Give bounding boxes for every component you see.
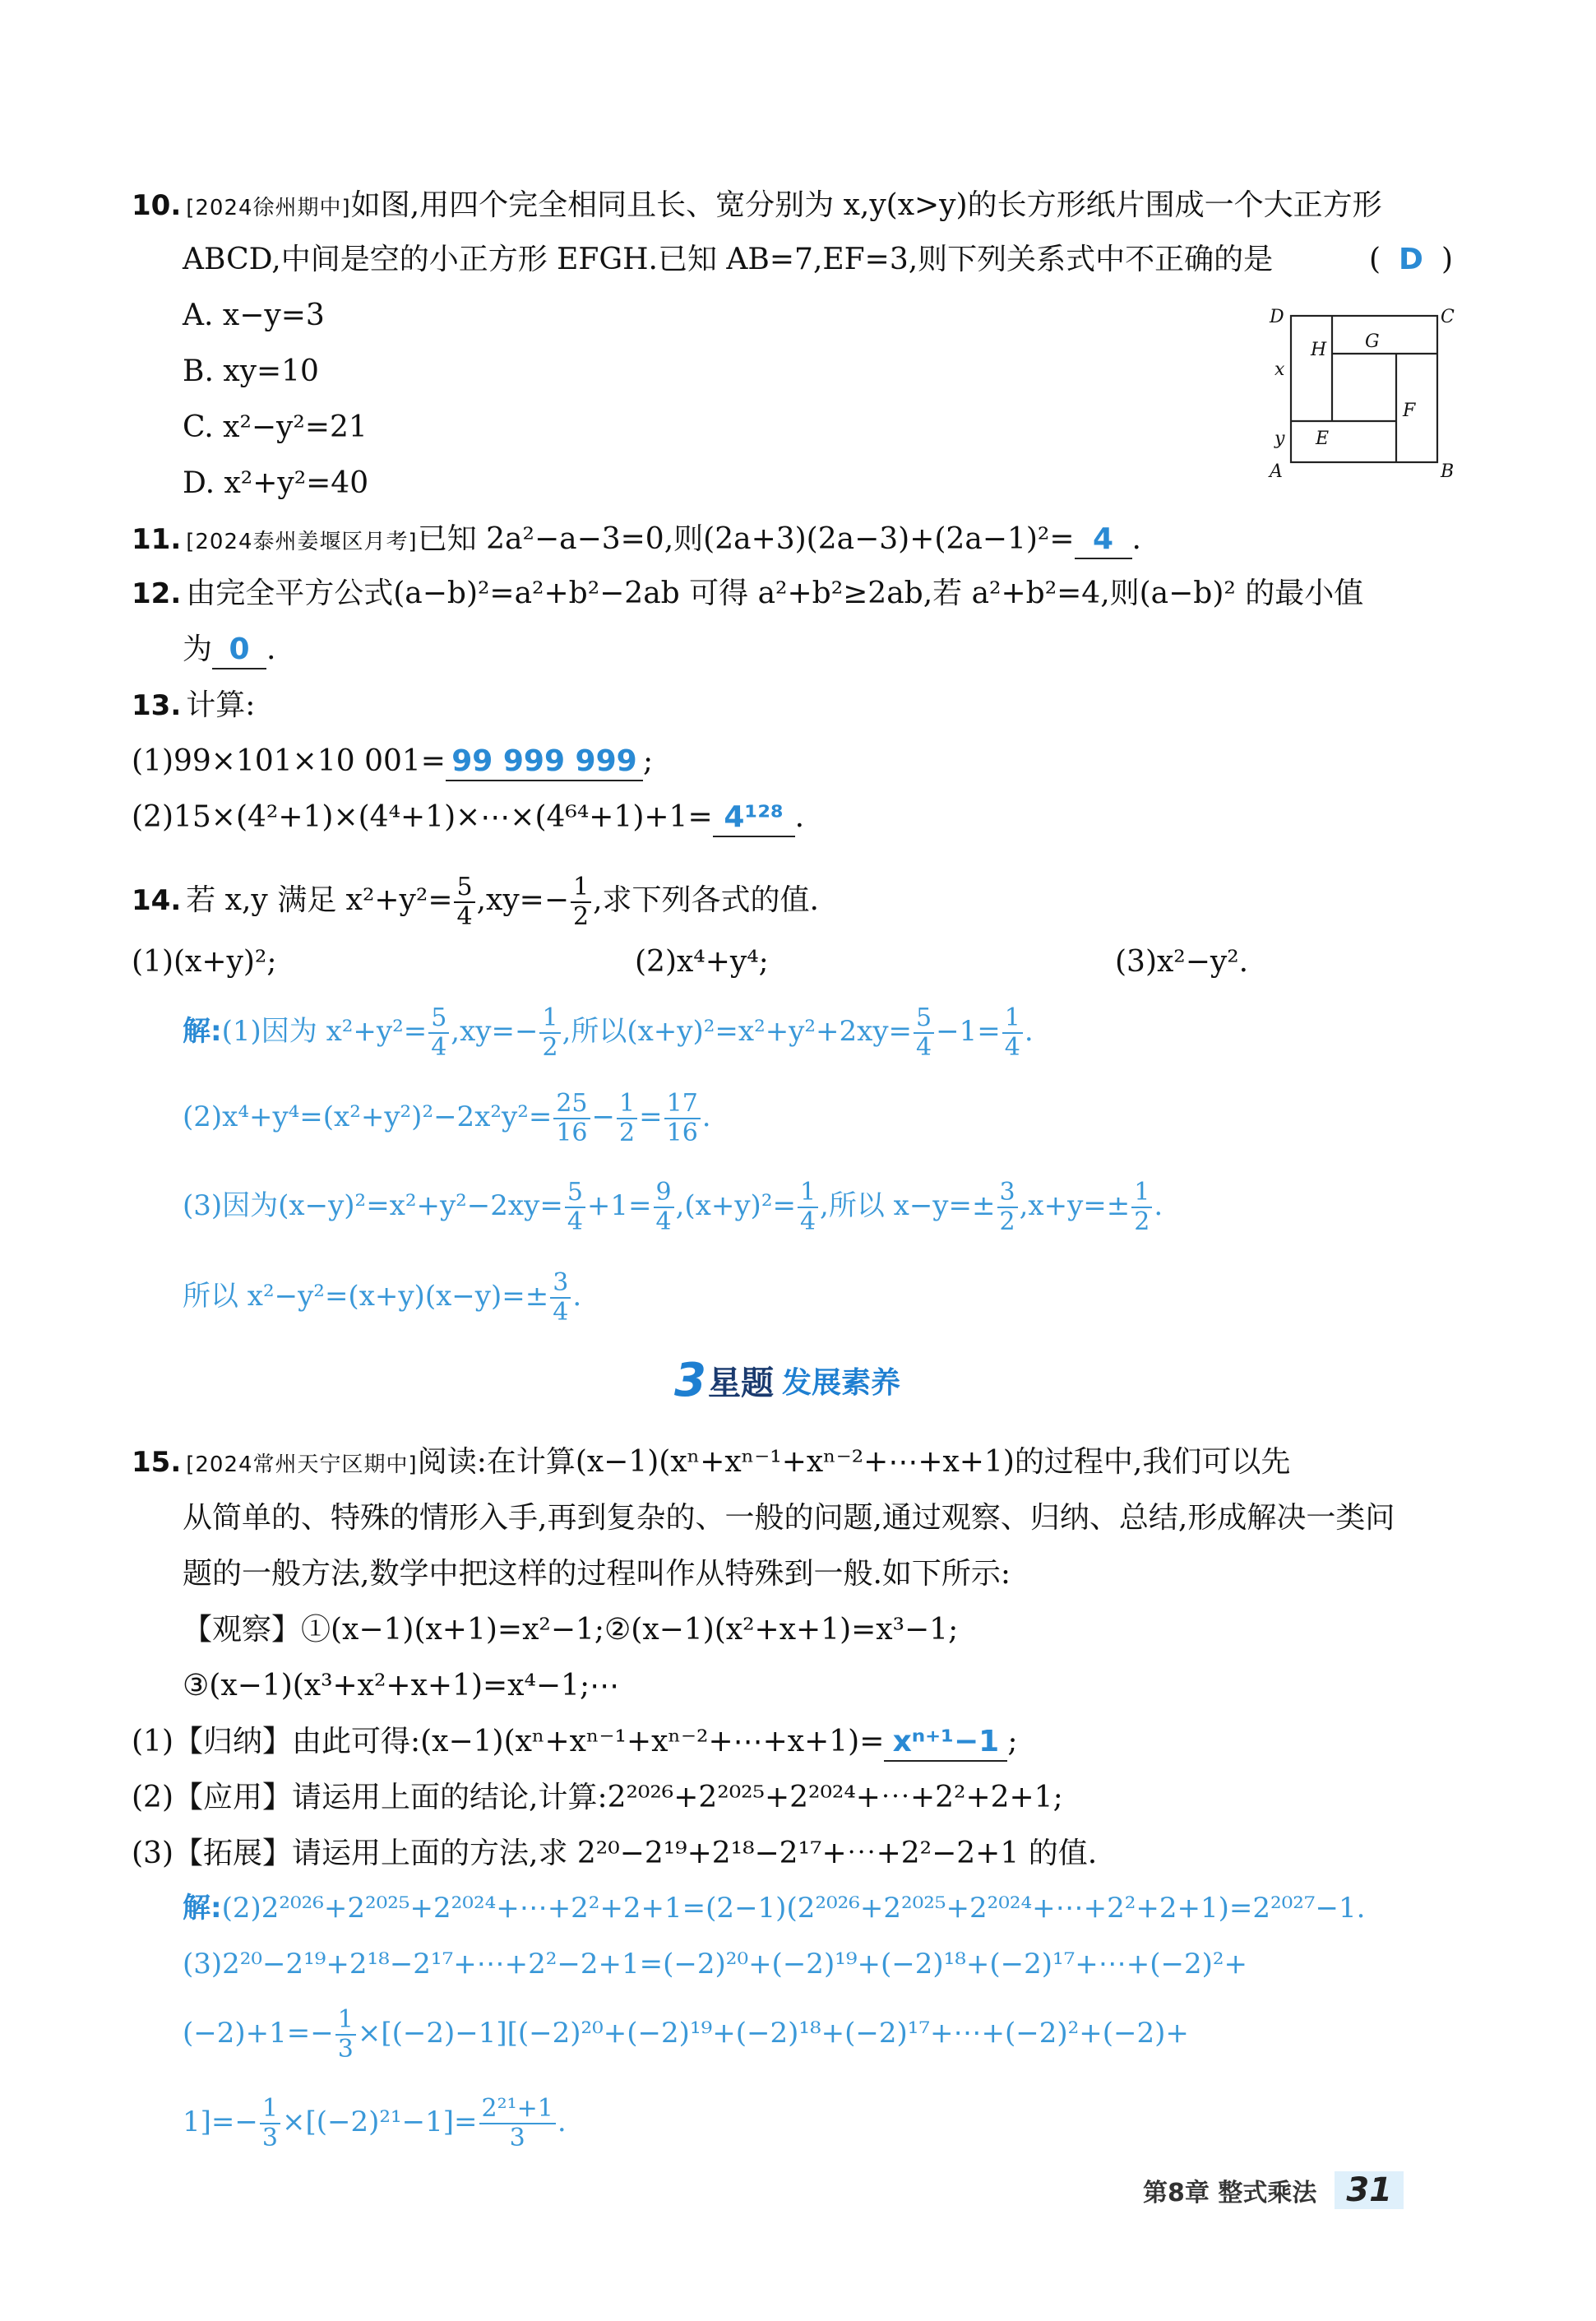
section-header [674,1355,900,1405]
q12-answer: 0 [229,632,250,666]
q11-answer: 4 [1092,522,1114,556]
frac-den: 2 [619,1119,636,1147]
q14-s3-frac2 [654,1179,674,1236]
q10-option-a: A. x−y=3 [183,299,325,332]
diagram-label-c: C [1441,307,1455,327]
q14-s1-frac3 [914,1004,934,1062]
frac-num: 5 [428,1004,449,1034]
frac-den: 4 [655,1207,672,1236]
q14-text-end: ,求下列各式的值. [593,883,819,917]
q14-s1-frac4 [1002,1004,1023,1062]
q14-frac1-num: 5 [454,873,474,903]
frac-num: 3 [550,1269,571,1299]
diagram-label-g: G [1365,331,1380,352]
diagram-label-d: D [1270,307,1284,327]
q15-s1: (2)2²⁰²⁶+2²⁰²⁵+2²⁰²⁴+⋯+2²+2+1=(2−1)(2²⁰²⁶+2²⁰²⁵+2²⁰²⁴+⋯+2²+2+1)=2²⁰²⁷−1. [221,1892,1366,1925]
q15-part1-answer: xⁿ⁺¹−1 [892,1725,1000,1758]
q14-s3-d: ,所以 x−y=± [820,1189,996,1222]
frac-num: 1 [798,1179,818,1208]
q15-solution-1 [183,1890,1365,1926]
q15-number: 15. [132,1446,182,1479]
frac-den: 16 [666,1119,698,1147]
q10-paren-close: ) [1441,243,1453,276]
frac-den: 3 [261,2124,278,2152]
q15-s4-c: . [557,2106,567,2138]
q15-part1-end: ; [1007,1725,1018,1758]
q14-s2-c: = [639,1100,663,1133]
diagram-label-b: B [1441,461,1455,482]
q10-square-diagram [1266,304,1455,485]
q14-s3-e: ,x+y=± [1019,1189,1131,1222]
q10-option-d: D. x²+y²=40 [183,466,369,500]
q10-source: [2024徐州期中] [186,196,351,220]
q15-line3: 题的一般方法,数学中把这样的过程叫作从特殊到一般.如下所示: [183,1557,1011,1591]
q13-part1 [132,744,653,781]
q14-s2-frac2 [617,1090,637,1147]
frac-num: 1 [539,1004,560,1034]
q14-solution-4 [183,1263,581,1329]
frac-den: 16 [556,1119,588,1147]
q14-s1-e: . [1024,1015,1034,1048]
q15-source: [2024常州天宁区期中] [186,1452,418,1477]
frac-den: 4 [916,1033,932,1062]
q15-solution-label: 解: [183,1892,222,1925]
frac-num: 9 [654,1179,674,1208]
q14-part3: (3)x²−y². [1115,945,1249,979]
q15-s4-b: ×[(−2)²¹−1]= [281,2106,478,2138]
q10-option-b: B. xy=10 [183,354,319,388]
q14-frac2-den: 2 [573,902,590,931]
q11-number: 11. [132,523,182,556]
q12-number: 12. [132,577,182,610]
q14-s4-b: . [572,1280,582,1313]
q14-s3-frac1 [565,1179,585,1236]
q10-text2: ABCD,中间是空的小正方形 EFGH.已知 AB=7,EF=3,则下列关系式中不正确的是 [183,243,1274,276]
q10-option-c: C. x²−y²=21 [183,410,368,444]
q13-title-line [132,688,255,724]
frac-num: 1 [335,2006,356,2036]
q15-s3-b: ×[(−2)−1][(−2)²⁰+(−2)¹⁹+(−2)¹⁸+(−2)¹⁷+⋯+(−2)²+(−2)+ [357,2017,1189,2050]
diagram-label-f: F [1403,401,1416,421]
q10-paren-open: ( [1369,243,1381,276]
frac-num: 5 [914,1004,934,1034]
frac-den: 4 [567,1207,583,1236]
q15-part2: (2)【应用】请运用上面的结论,计算:2²⁰²⁶+2²⁰²⁵+2²⁰²⁴+⋯+2²+2+1; [132,1781,1063,1814]
frac-num: 1 [1131,1179,1152,1208]
q14-s3-frac5 [1131,1179,1152,1236]
q14-frac2-num: 1 [571,873,591,903]
q14-solution-label: 解: [183,1015,222,1048]
q14-frac2 [571,873,591,931]
q15-part1-text: (1)【归纳】由此可得:(x−1)(xⁿ+xⁿ⁻¹+xⁿ⁻²+⋯+x+1)= [132,1725,885,1758]
q12-text1: 由完全平方公式(a−b)²=a²+b²−2ab 可得 a²+b²≥2ab,若 a²+b²=4,则(a−b)² 的最小值 [186,577,1364,610]
footer-chapter: 第8章 整式乘法 [1143,2179,1317,2207]
frac-num: 1 [260,2095,280,2124]
q14-frac1-den: 4 [456,902,473,931]
q13-part1-text: (1)99×101×10 001= [132,744,446,778]
frac-num: 25 [553,1090,590,1119]
q14-s1-b: ,xy=− [451,1015,539,1048]
page-number: 31 [1335,2171,1404,2209]
q15-s3-frac [335,2006,356,2064]
q14-s4-frac1 [550,1269,571,1327]
q14-s2-frac3 [664,1090,701,1147]
q14-s2-b: − [591,1100,616,1133]
q15-s4-frac1 [260,2095,280,2152]
q14-solution-3 [183,1173,1163,1239]
q14-part2: (2)x⁴+y⁴; [635,945,769,979]
diagram-label-y: y [1274,429,1285,449]
q14-s3-f: . [1154,1189,1163,1222]
frac-num: 5 [565,1179,585,1208]
page-footer [1143,2171,1404,2209]
q14-part1: (1)(x+y)²; [132,945,277,979]
q15-text1: 阅读:在计算(x−1)(xⁿ+xⁿ⁻¹+xⁿ⁻²+⋯+x+1)的过程中,我们可以先 [417,1445,1291,1479]
q14-text-mid: ,xy=− [476,883,569,917]
q13-part2-blank [713,799,795,837]
q15-observe2: ③(x−1)(x³+x²+x+1)=x⁴−1;⋯ [183,1669,620,1703]
frac-den: 4 [431,1033,447,1062]
q14-s1-frac2 [539,1004,560,1062]
q14-s1-c: ,所以(x+y)²=x²+y²+2xy= [562,1015,913,1048]
q10-line2 [183,242,1273,278]
q12-line2 [183,632,275,669]
q15-solution-3 [183,2000,1189,2066]
q10-text1: 如图,用四个完全相同且长、宽分别为 x,y(x>y)的长方形纸片围成一个大正方形 [350,188,1382,222]
section-badge-number: 3 [674,1353,706,1407]
q14-s2-frac1 [553,1090,590,1147]
q14-s2-a: (2)x⁴+y⁴=(x²+y²)²−2x²y²= [183,1100,553,1133]
q15-solution-2: (3)2²⁰−2¹⁹+2¹⁸−2¹⁷+⋯+2²−2+1=(−2)²⁰+(−2)¹⁹+(−2)¹⁸+(−2)¹⁷+⋯+(−2)²+ [183,1948,1248,1980]
diagram-label-h: H [1311,340,1327,360]
q10-answer-box [1369,242,1453,278]
frac-num: 1 [1002,1004,1023,1034]
q14-number: 14. [132,884,182,917]
frac-den: 2 [999,1207,1015,1236]
frac-den: 4 [553,1298,569,1327]
q10-number: 10. [132,189,182,222]
q15-line2: 从简单的、特殊的情形入手,再到复杂的、一般的问题,通过观察、归纳、总结,形成解决一类问 [183,1501,1395,1535]
frac-den: 3 [509,2124,525,2152]
frac-den: 2 [1134,1207,1150,1236]
section-badge-star: 星题 [707,1364,774,1402]
frac-num: 17 [664,1090,701,1119]
q13-part1-end: ; [642,744,654,778]
q11-line [132,521,1141,560]
q12-line1 [132,576,1363,612]
q15-part1-blank [884,1724,1007,1762]
frac-den: 4 [1004,1033,1020,1062]
q14-s4-a: 所以 x²−y²=(x+y)(x−y)=± [183,1280,549,1313]
q11-answer-blank [1075,521,1132,559]
frac-den: 3 [337,2035,354,2064]
q13-part2-end: . [794,800,805,834]
diagram-label-e: E [1316,429,1330,449]
q13-part2-answer: 4¹²⁸ [724,800,784,834]
q14-solution-2 [183,1084,711,1150]
q15-solution-4 [183,2089,567,2155]
q14-s1-frac1 [428,1004,449,1062]
q13-title: 计算: [186,688,256,722]
frac-den: 2 [542,1033,558,1062]
q14-s3-frac3 [798,1179,818,1236]
q14-s1-a: (1)因为 x²+y²= [221,1015,428,1048]
q14-s3-b: +1= [586,1189,652,1222]
frac-num: 2²¹+1 [479,2095,556,2124]
q14-s1-d: −1= [936,1015,1001,1048]
q14-text-pre: 若 x,y 满足 x²+y²= [186,883,453,917]
q13-part2-text: (2)15×(4²+1)×(4⁴+1)×⋯×(4⁶⁴+1)+1= [132,800,713,834]
q14-s3-frac4 [997,1179,1018,1236]
q12-text2: 为 [183,632,213,666]
q13-part1-answer: 99 999 999 [451,744,637,778]
q14-solution-1 [183,998,1034,1064]
q14-s2-d: . [701,1100,711,1133]
q15-line1 [132,1444,1290,1483]
q11-text: 已知 2a²−a−3=0,则(2a+3)(2a−3)+(2a−1)²= [417,522,1075,556]
q15-part1 [132,1724,1018,1762]
q11-end: . [1131,522,1141,556]
q15-part3: (3)【拓展】请运用上面的方法,求 2²⁰−2¹⁹+2¹⁸−2¹⁷+⋯+2²−2+1 的值. [132,1837,1098,1870]
q11-source: [2024泰州姜堰区月考] [186,530,418,554]
q15-observe1: 【观察】①(x−1)(x+1)=x²−1;②(x−1)(x²+x+1)=x³−1; [183,1613,959,1647]
section-title: 发展素养 [781,1365,900,1400]
q13-part2 [132,799,804,837]
q13-part1-blank [446,744,643,781]
q15-s4-frac2 [479,2095,556,2152]
q13-number: 13. [132,689,182,722]
q12-answer-blank [212,632,266,669]
frac-num: 3 [997,1179,1018,1208]
frac-num: 1 [617,1090,637,1119]
q12-end: . [266,632,276,666]
q14-s3-a: (3)因为(x−y)²=x²+y²−2xy= [183,1189,563,1222]
q14-frac1 [454,873,474,931]
diagram-label-x: x [1274,359,1285,380]
q10-answer: D [1399,243,1423,276]
q14-line [132,872,819,931]
frac-den: 4 [799,1207,817,1236]
q15-s4-a: 1]=− [183,2106,258,2138]
q10-line1 [132,188,1382,226]
q15-s3-a: (−2)+1=− [183,2017,334,2050]
q14-s3-c: ,(x+y)²= [675,1189,796,1222]
diagram-label-a: A [1270,461,1283,482]
